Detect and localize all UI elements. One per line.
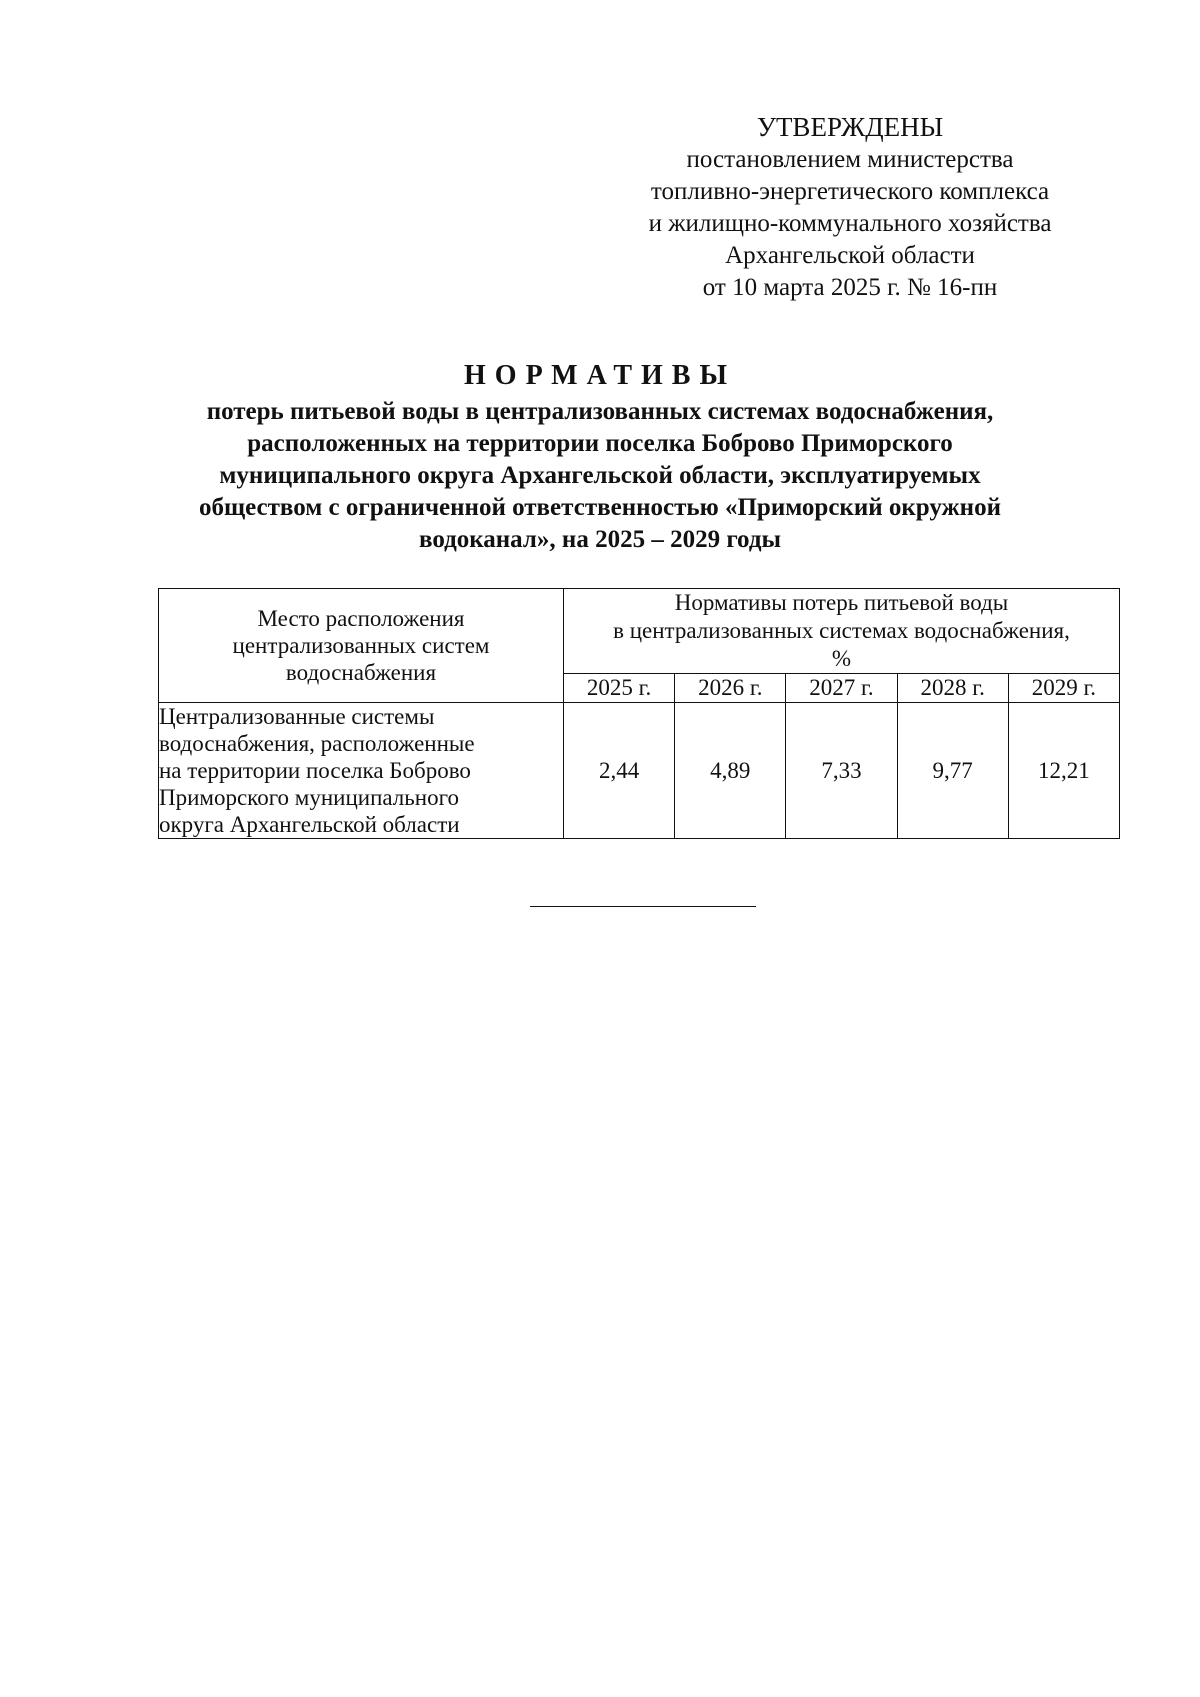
document-title-block: [150, 356, 1050, 556]
approval-line: Архангельской области: [725, 242, 975, 269]
place-line: Приморского муниципального: [159, 785, 459, 810]
subtitle-line: муниципального округа Архангельской области, эксплуатируемых: [219, 462, 981, 489]
table-row: [159, 703, 1120, 839]
place-line: округа Архангельской области: [159, 812, 460, 837]
subtitle-line: водоканал», на 2025 – 2029 годы: [418, 526, 781, 553]
place-line: водоснабжения, расположенные: [159, 731, 475, 756]
table-header-row: [159, 589, 1120, 674]
approval-stamp: [600, 110, 1100, 304]
year-header: 2027 г.: [786, 674, 897, 703]
header-line: в централизованных системах водоснабжения,: [613, 618, 1070, 643]
year-header: 2028 г.: [897, 674, 1008, 703]
header-unit: %: [831, 646, 852, 671]
value-cell-2025: 2,44: [564, 703, 675, 839]
subtitle-line: расположенных на территории поселка Боброво Приморского: [247, 430, 953, 457]
value-cell-2029: 12,21: [1008, 703, 1119, 839]
norms-table: [158, 588, 1120, 839]
value-cell-2026: 4,89: [675, 703, 786, 839]
end-divider: [530, 906, 756, 907]
document-title: НОРМАТИВЫ: [464, 360, 736, 391]
value-cell-2027: 7,33: [786, 703, 897, 839]
header-line: Нормативы потерь питьевой воды: [674, 590, 1009, 615]
year-header: 2025 г.: [564, 674, 675, 703]
place-column-header: [159, 589, 564, 703]
header-line: водоснабжения: [285, 660, 437, 685]
subtitle-line: обществом с ограниченной ответственностью «Приморский окружной: [199, 494, 1001, 521]
norms-group-header: [564, 589, 1120, 674]
approval-line: постановлением министерства: [686, 146, 1014, 173]
year-header: 2029 г.: [1008, 674, 1119, 703]
approval-line: и жилищно-коммунального хозяйства: [648, 210, 1052, 237]
value-cell-2028: 9,77: [897, 703, 1008, 839]
header-line: Место расположения: [257, 606, 465, 631]
approval-date-line: от 10 марта 2025 г. № 16-пн: [702, 274, 998, 301]
place-line: на территории поселка Боброво: [159, 758, 471, 783]
approval-heading: УТВЕРЖДЕНЫ: [756, 112, 944, 142]
place-line: Централизованные системы: [159, 704, 435, 729]
year-header: 2026 г.: [675, 674, 786, 703]
subtitle-line: потерь питьевой воды в централизованных системах водоснабжения,: [206, 398, 994, 425]
place-cell: [159, 703, 564, 839]
approval-line: топливно-энергетического комплекса: [650, 178, 1050, 205]
header-line: централизованных систем: [232, 633, 490, 658]
